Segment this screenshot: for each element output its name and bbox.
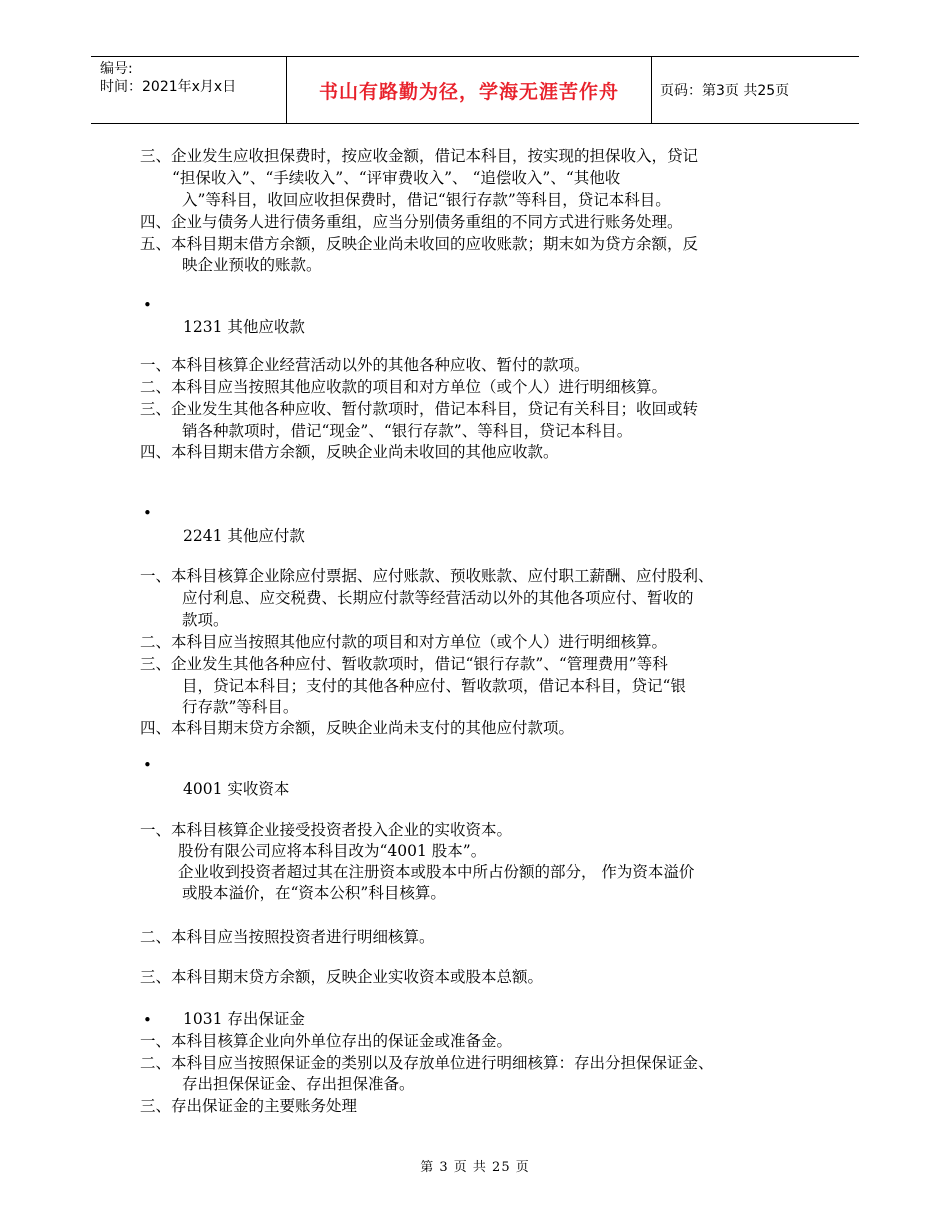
paragraph-line: 目，贷记本科目；支付的其他各种应付、暂收款项，借记本科目，贷记“银 (182, 677, 686, 695)
paragraph-line: 企业收到投资者超过其在注册资本或股本中所占份额的部分， 作为资本溢价 (178, 863, 695, 881)
page-info: 页码：第3页 共25页 (660, 83, 790, 99)
page-footer: 第 3 页 共 25 页 (420, 1160, 530, 1175)
paragraph-line: 四、企业与债务人进行债务重组，应当分别债务重组的不同方式进行账务处理。 (140, 213, 683, 231)
time-label: 时间：2021年x月x日 (100, 79, 237, 95)
paragraph-line: 或股本溢价，在“资本公积”科目核算。 (182, 884, 446, 902)
paragraph-line: 行存款”等科目。 (182, 698, 299, 716)
section-heading: 4001 实收资本 (183, 780, 290, 798)
header-meta (91, 57, 287, 123)
bullet-marker: • (143, 504, 152, 522)
paragraph-line: 五、本科目期末借方余额，反映企业尚未收回的应收账款；期末如为贷方余额，反 (140, 235, 699, 253)
paragraph-line: 三、企业发生其他各种应付、暂收款项时，借记“银行存款”、“管理费用”等科 (140, 655, 668, 673)
section-heading: 2241 其他应付款 (183, 527, 305, 545)
bullet-marker: • (143, 296, 152, 314)
paragraph-line: 二、本科目应当按照投资者进行明细核算。 (140, 928, 435, 946)
paragraph-line: 入”等科目，收回应收担保费时，借记“银行存款”等科目，贷记本科目。 (182, 191, 671, 209)
paragraph-line: “担保收入”、“手续收入”、“评审费收入”、 “追偿收入”、“其他收 (172, 169, 621, 187)
bullet-marker: • (143, 756, 152, 774)
motto: 书山有路勤为径，学海无涯苦作舟 (318, 80, 619, 103)
section-heading: 1031 存出保证金 (183, 1010, 305, 1028)
paragraph-line: 销各种款项时，借记“现金”、“银行存款”、等科目，贷记本科目。 (182, 422, 633, 440)
paragraph-line: 股份有限公司应将本科目改为“4001 股本”。 (178, 842, 487, 860)
paragraph-line: 三、企业发生其他各种应收、暂付款项时，借记本科目，贷记有关科目；收回或转 (140, 400, 699, 418)
bullet-marker: • (143, 1011, 152, 1029)
paragraph-line: 存出担保保证金、存出担保准备。 (182, 1075, 415, 1093)
paragraph-line: 一、本科目核算企业向外单位存出的保证金或准备金。 (140, 1032, 513, 1050)
paragraph-line: 一、本科目核算企业除应付票据、应付账款、预收账款、应付职工薪酬、应付股利、 (140, 567, 714, 585)
paragraph-line: 应付利息、应交税费、长期应付款等经营活动以外的其他各项应付、暂收的 (182, 589, 694, 607)
paragraph-line: 一、本科目核算企业经营活动以外的其他各种应收、暂付的款项。 (140, 356, 590, 374)
paragraph-line: 二、本科目应当按照其他应付款的项目和对方单位（或个人）进行明细核算。 (140, 633, 668, 651)
section-heading: 1231 其他应收款 (183, 318, 305, 336)
paragraph-line: 四、本科目期末贷方余额，反映企业尚未支付的其他应付款项。 (140, 719, 575, 737)
paragraph-line: 款项。 (182, 611, 229, 629)
paragraph-line: 三、本科目期末贷方余额，反映企业实收资本或股本总额。 (140, 968, 544, 986)
header-page-cell (652, 57, 859, 123)
number-label: 编号: (100, 61, 133, 77)
paragraph-line: 一、本科目核算企业接受投资者投入企业的实收资本。 (140, 821, 513, 839)
page-header (91, 56, 859, 124)
paragraph-line: 三、存出保证金的主要账务处理 (140, 1097, 358, 1115)
paragraph-line: 二、本科目应当按照其他应收款的项目和对方单位（或个人）进行明细核算。 (140, 378, 668, 396)
header-motto-cell (287, 57, 652, 123)
paragraph-line: 二、本科目应当按照保证金的类别以及存放单位进行明细核算：存出分担保保证金、 (140, 1054, 714, 1072)
paragraph-line: 四、本科目期末借方余额，反映企业尚未收回的其他应收款。 (140, 443, 559, 461)
paragraph-line: 映企业预收的账款。 (182, 256, 322, 274)
paragraph-line: 三、企业发生应收担保费时，按应收金额，借记本科目，按实现的担保收入，贷记 (140, 147, 699, 165)
